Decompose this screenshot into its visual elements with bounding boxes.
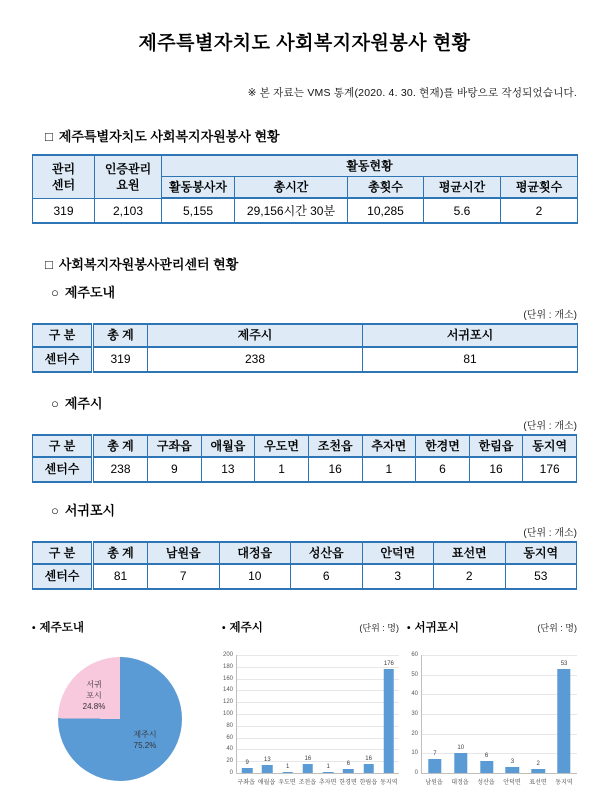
- cell: 238: [93, 457, 148, 482]
- header-cell: 활동봉사자: [162, 177, 235, 199]
- y-tick-label: 160: [222, 675, 233, 682]
- x-tick-label: 남원읍: [425, 779, 443, 786]
- x-axis-labels: [236, 777, 399, 786]
- bar-slot: [499, 655, 525, 773]
- section-overview-title: 제주특별자치도 사회복지자원봉사 현황: [58, 129, 280, 144]
- cell: 5,155: [162, 198, 235, 223]
- x-tick-label: 조천읍: [298, 779, 316, 786]
- island-pie-chart: [32, 619, 222, 786]
- circle-bullet-icon: ○: [51, 502, 59, 518]
- plot-area: [421, 655, 577, 774]
- cell: 5.6: [424, 198, 501, 223]
- header-cell-cert-staff: 인증관리 요원: [95, 155, 162, 198]
- row-label-cell: 센터수: [33, 347, 93, 372]
- x-tick-label: 한경면: [339, 779, 357, 786]
- x-tick-label: 구좌읍: [237, 779, 255, 786]
- table-row: [33, 457, 577, 482]
- bar: [557, 669, 570, 773]
- x-tick-label: 동지역: [555, 779, 573, 786]
- bar-value-label: 10: [457, 745, 465, 752]
- cell: 13: [201, 457, 255, 482]
- table-row: [33, 347, 578, 372]
- seogwipo-table: [32, 541, 577, 590]
- bar-slot: [237, 655, 257, 773]
- circle-bullet-icon: ○: [51, 285, 59, 301]
- y-axis: [222, 651, 236, 776]
- bar-slot: [318, 655, 338, 773]
- dot-bullet-icon: •: [222, 622, 226, 634]
- cell: 1: [362, 457, 416, 482]
- page-title: 제주특별자치도 사회복지자원봉사 현황: [138, 33, 471, 54]
- header-cell-mgmt-center: 관리 센터: [33, 155, 95, 198]
- header-cell: 성산읍: [291, 542, 363, 564]
- bar-value-label: 9: [245, 759, 249, 766]
- jeju-city-bar-chart: [222, 619, 407, 786]
- dot-bullet-icon: •: [407, 622, 411, 634]
- bar-value-label: 6: [484, 753, 489, 760]
- bar-slot: [379, 655, 399, 773]
- y-tick-label: 50: [411, 671, 418, 678]
- y-tick-label: 200: [222, 651, 233, 658]
- header-cell-category: 구 분: [33, 324, 93, 346]
- bar-slot: [422, 655, 448, 773]
- y-tick-label: 80: [226, 722, 233, 729]
- y-tick-label: 30: [411, 710, 418, 717]
- header-cell: 총 계: [93, 542, 148, 564]
- cell: 9: [148, 457, 202, 482]
- cell: 81: [363, 347, 578, 372]
- cell: 29,156시간 30분: [235, 198, 348, 223]
- cell: 10: [219, 564, 291, 589]
- header-cell-category: 구 분: [33, 435, 93, 457]
- cell: 10,285: [348, 198, 424, 223]
- header-cell: 동지역: [523, 435, 577, 457]
- x-tick-label: 성산읍: [477, 779, 495, 786]
- chart-title: • 제주시: [222, 621, 263, 634]
- unit-label: (단위 : 개소): [523, 310, 577, 322]
- y-tick-label: 120: [222, 699, 233, 706]
- bar-value-label: 1: [285, 764, 290, 771]
- bar-value-label: 6: [346, 761, 351, 768]
- cell: 16: [308, 457, 362, 482]
- y-tick-label: 60: [226, 734, 233, 741]
- cell: 1: [255, 457, 309, 482]
- header-cell: 구좌읍: [148, 435, 202, 457]
- bar-value-label: 2: [536, 761, 540, 768]
- unit-label: (단위 : 명): [359, 622, 399, 633]
- bar-slot: [474, 655, 500, 773]
- cell: 319: [93, 347, 148, 372]
- subsection-seogwipo: [51, 500, 577, 519]
- header-cell: 평균횟수: [501, 177, 578, 199]
- cell: 81: [93, 564, 148, 589]
- section-centers-title: 사회복지자원봉사관리센터 현황: [58, 257, 239, 273]
- bar-slot: [551, 655, 577, 773]
- square-bullet-icon: □: [45, 257, 53, 273]
- y-tick-label: 0: [414, 769, 418, 776]
- header-cell: 애월읍: [201, 435, 255, 457]
- bar: [506, 767, 519, 773]
- subsection-title: 제주시: [64, 395, 103, 411]
- table-header-row: [33, 542, 577, 564]
- table-row: [33, 564, 577, 589]
- bar-value-label: 13: [264, 757, 271, 764]
- bar: [242, 768, 253, 773]
- unit-label: (단위 : 명): [537, 622, 577, 633]
- x-tick-label: 대정읍: [451, 779, 469, 786]
- x-tick-label: 추자면: [318, 779, 337, 786]
- pie-label-jeju-city: 제주시 75.2%: [133, 729, 157, 751]
- cell: 238: [148, 347, 363, 372]
- bar-slot: [257, 655, 277, 773]
- bar: [363, 764, 374, 773]
- header-cell: 대정읍: [219, 542, 291, 564]
- bar-slot: [525, 655, 551, 773]
- bar-chart: [407, 651, 577, 786]
- bar: [428, 759, 441, 773]
- x-axis-labels: [421, 777, 577, 786]
- bar: [384, 669, 395, 773]
- header-cell: 서귀포시: [363, 324, 578, 346]
- table-row: [33, 198, 578, 223]
- chart-title: • 서귀포시: [407, 621, 459, 634]
- x-tick-label: 표선면: [529, 779, 547, 786]
- table-header-row: [33, 155, 578, 177]
- y-tick-label: 10: [411, 750, 418, 757]
- y-tick-label: 140: [222, 687, 233, 694]
- bar-value-label: 176: [383, 661, 394, 668]
- subsection-jeju-island: [51, 282, 577, 301]
- y-tick-label: 20: [226, 758, 233, 765]
- x-tick-label: 동지역: [380, 779, 398, 786]
- header-cell: 총횟수: [348, 177, 424, 199]
- bar: [343, 769, 354, 773]
- bar: [262, 765, 273, 773]
- y-tick-label: 180: [222, 663, 233, 670]
- bar-chart: [222, 651, 399, 786]
- chart-title: • 제주도내: [32, 621, 84, 634]
- header-cell: 총 계: [93, 435, 148, 457]
- x-tick-label: 애월읍: [257, 779, 276, 786]
- charts-row: [32, 619, 577, 786]
- circle-bullet-icon: ○: [51, 395, 59, 411]
- y-tick-label: 40: [411, 691, 418, 698]
- header-cell: 제주시: [148, 324, 363, 346]
- x-tick-label: 한림읍: [359, 779, 378, 786]
- bar-value-label: 53: [560, 660, 568, 667]
- bar-value-label: 3: [510, 759, 515, 766]
- pie-label-seogwipo: 서귀 포시 24.8%: [82, 679, 106, 712]
- cell: 6: [416, 457, 470, 482]
- section-centers: [45, 254, 577, 273]
- header-cell: 한림읍: [469, 435, 523, 457]
- subsection-jeju-city: [51, 393, 577, 412]
- y-tick-label: 0: [229, 769, 233, 776]
- overview-table: [32, 154, 578, 224]
- bar: [282, 772, 293, 773]
- bar-slot: [359, 655, 379, 773]
- header-cell-category: 구 분: [33, 542, 93, 564]
- cell: 2,103: [95, 198, 162, 223]
- header-cell: 평균시간: [424, 177, 501, 199]
- bar-value-label: 7: [433, 751, 437, 758]
- island-pie: [58, 657, 182, 781]
- subsection-title: 서귀포시: [64, 502, 116, 518]
- cell: 319: [33, 198, 95, 223]
- bar-slot: [298, 655, 318, 773]
- header-cell: 한경면: [416, 435, 470, 457]
- header-cell-activity-group: 활동현황: [162, 155, 578, 177]
- jeju-city-table: [32, 434, 577, 483]
- plot-area: [236, 655, 399, 774]
- cell: 3: [362, 564, 434, 589]
- y-tick-label: 20: [411, 730, 418, 737]
- row-label-cell: 센터수: [33, 564, 93, 589]
- header-cell: 추자면: [362, 435, 416, 457]
- header-cell: 조천읍: [308, 435, 362, 457]
- bar: [323, 772, 334, 773]
- header-cell: 표선면: [434, 542, 506, 564]
- bar-value-label: 16: [304, 755, 312, 762]
- header-cell: 총 계: [93, 324, 148, 346]
- header-cell: 남원읍: [148, 542, 220, 564]
- y-tick-label: 40: [226, 746, 233, 753]
- dot-bullet-icon: •: [32, 622, 36, 634]
- header-cell: 총시간: [235, 177, 348, 199]
- bar: [532, 769, 545, 773]
- bar: [303, 764, 314, 773]
- header-cell: 동지역: [505, 542, 577, 564]
- table-header-row: [33, 324, 578, 346]
- cell: 2: [501, 198, 578, 223]
- cell: 176: [523, 457, 577, 482]
- y-tick-label: 60: [411, 651, 418, 658]
- cell: 53: [505, 564, 577, 589]
- cell: 2: [434, 564, 506, 589]
- bar: [454, 753, 467, 773]
- cell: 6: [291, 564, 363, 589]
- square-bullet-icon: □: [45, 129, 53, 144]
- cell: 7: [148, 564, 220, 589]
- bar: [480, 761, 493, 773]
- cell: 16: [469, 457, 523, 482]
- table-header-row: [33, 435, 577, 457]
- unit-label: (단위 : 개소): [523, 420, 577, 432]
- header-cell: 우도면: [255, 435, 309, 457]
- source-note: ※ 본 자료는 VMS 통계(2020. 4. 30. 현재)를 바탕으로 작성되었습니다.: [247, 87, 577, 99]
- unit-label: (단위 : 개소): [523, 527, 577, 539]
- section-overview: [45, 126, 577, 145]
- bar-value-label: 1: [326, 764, 330, 771]
- subsection-title: 제주도내: [64, 285, 116, 301]
- bar-value-label: 16: [365, 755, 372, 762]
- x-tick-label: 안덕면: [503, 779, 521, 786]
- x-tick-label: 우도면: [278, 779, 296, 786]
- y-tick-label: 100: [222, 710, 233, 717]
- seogwipo-bar-chart: [407, 619, 577, 786]
- row-label-cell: 센터수: [33, 457, 93, 482]
- header-cell: 안덕면: [362, 542, 434, 564]
- jeju-island-table: [32, 323, 578, 372]
